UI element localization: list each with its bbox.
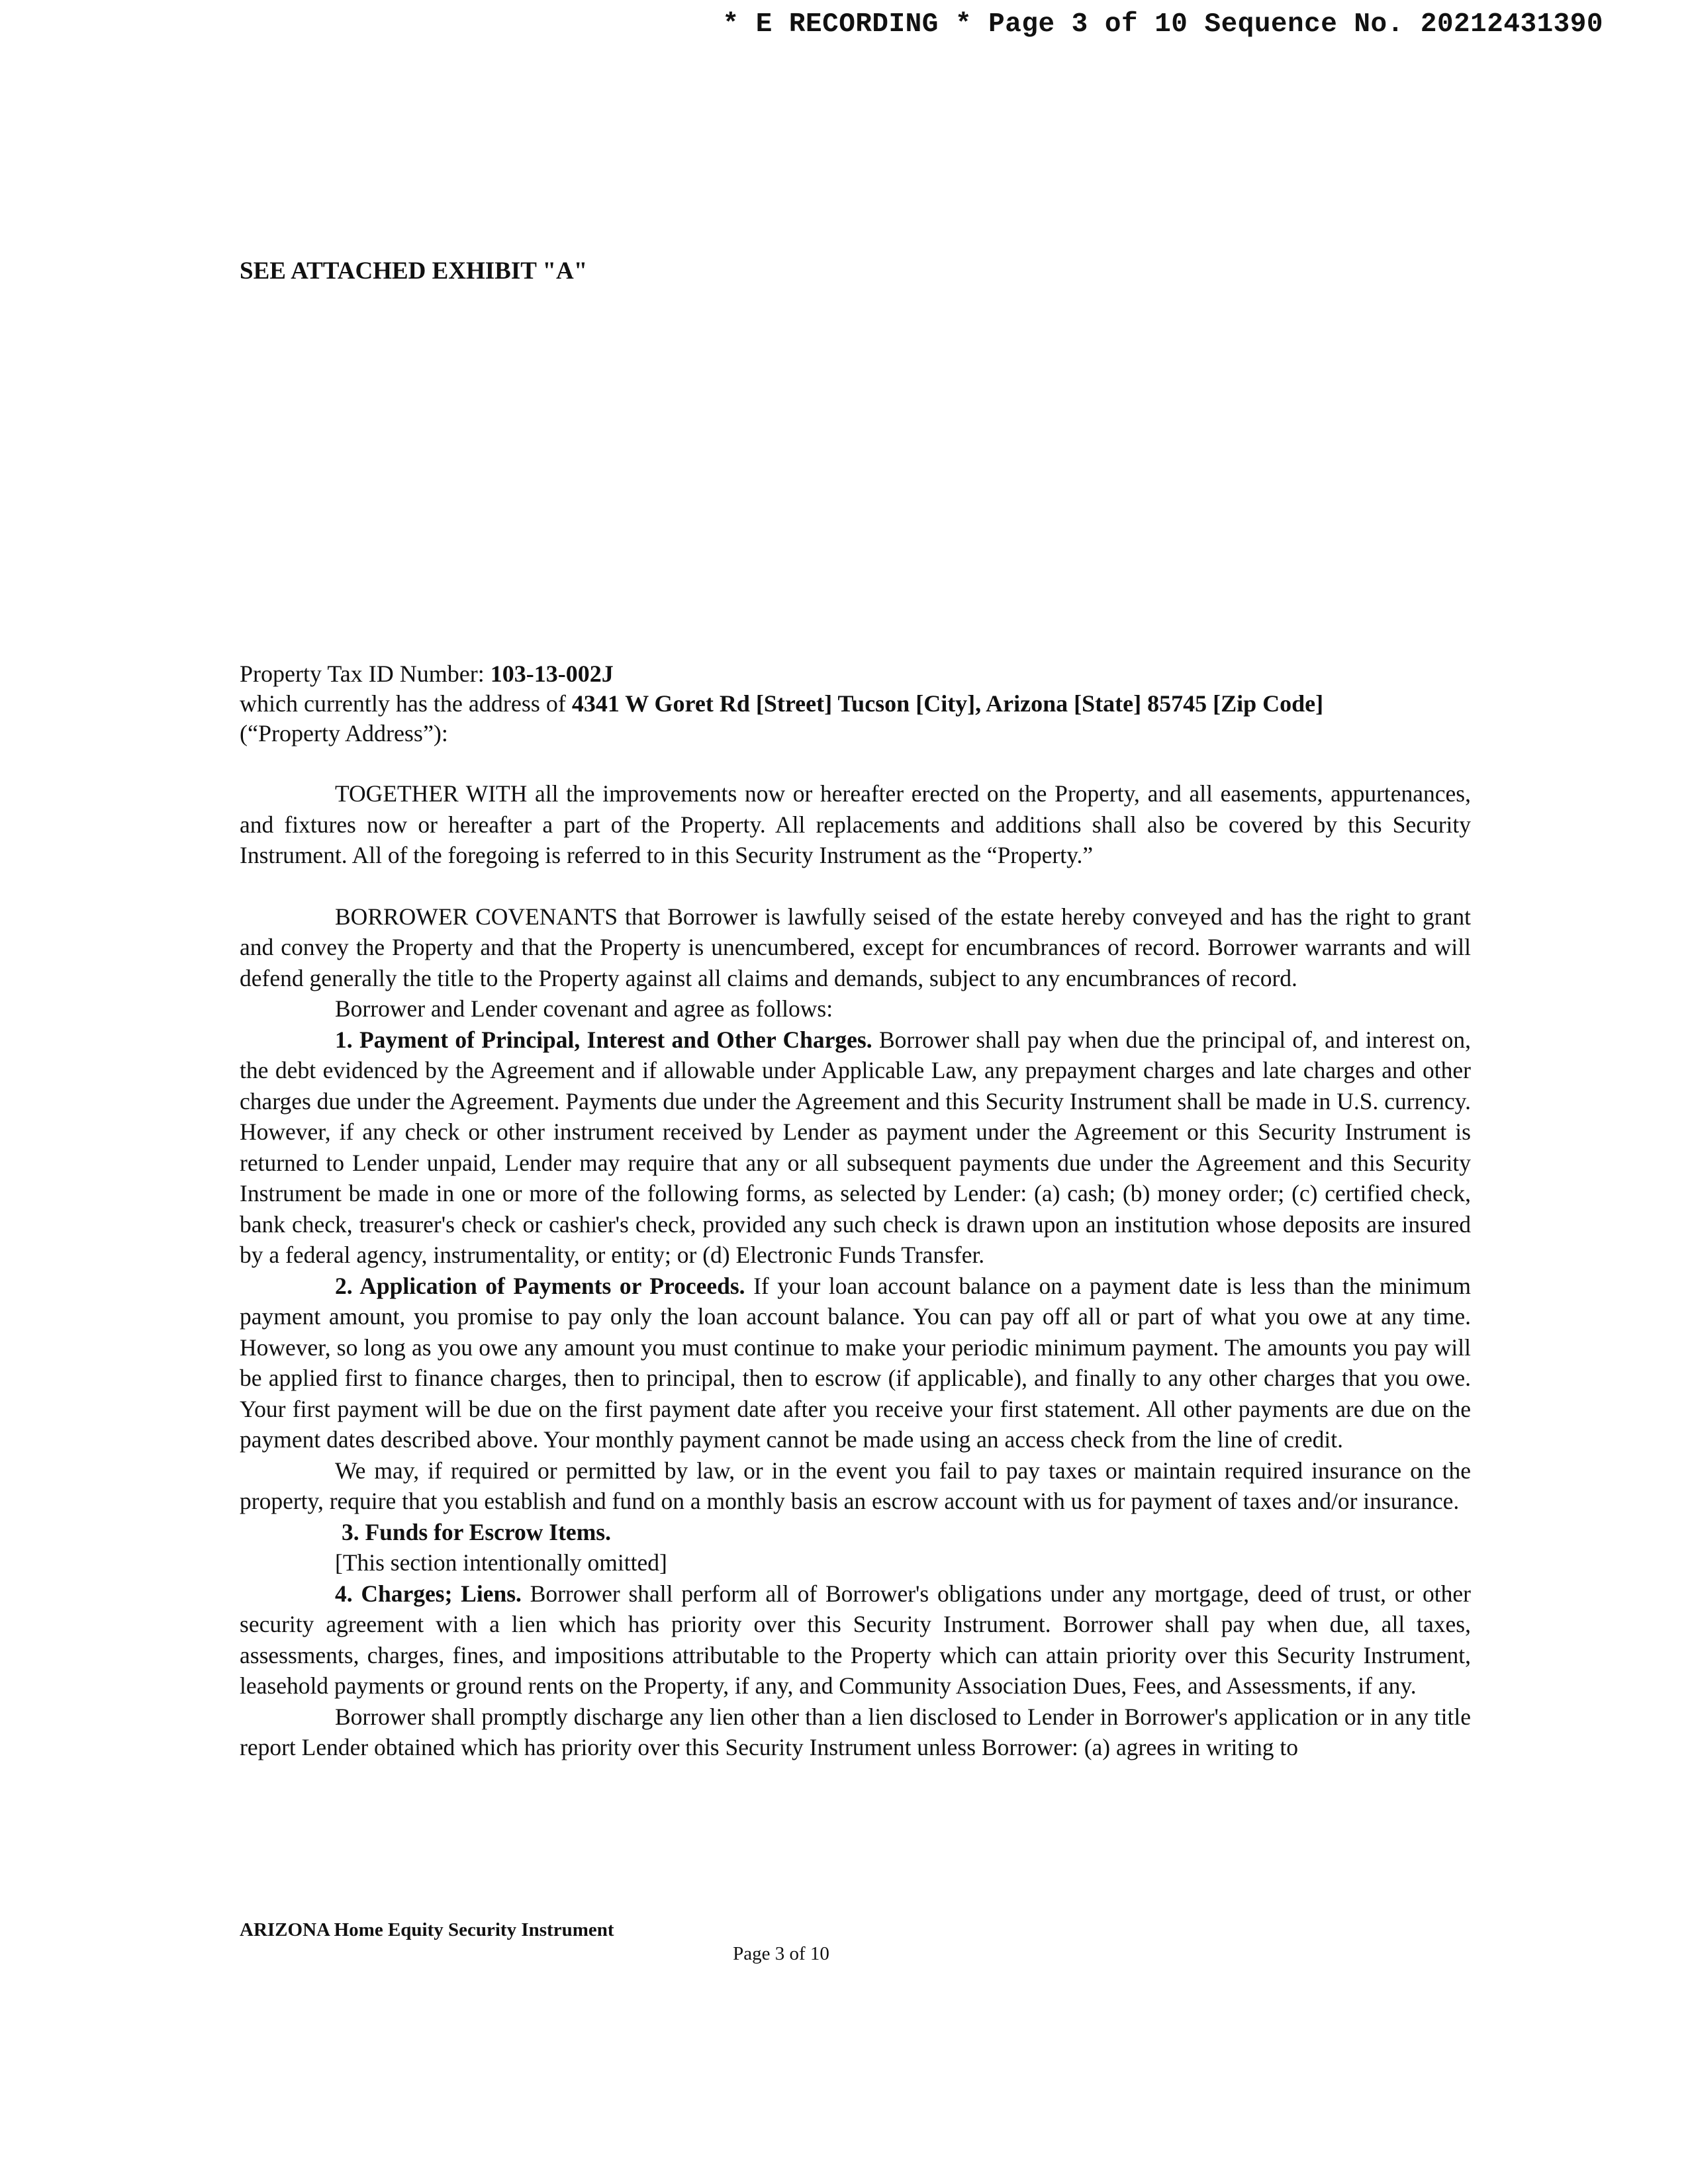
section-2-title: 2. Application of Payments or Proceeds. [335, 1272, 745, 1299]
section-2-paragraph [240, 1271, 1471, 1455]
escrow-paragraph: We may, if required or permitted by law, or in the event you fail to pay taxes or maintain required insurance on the property, require that you establish and fund on a monthly basis an escrow account with us for payment of taxes and/or insurance. [240, 1457, 1471, 1514]
section-3-body: [This section intentionally omitted] [335, 1549, 667, 1576]
section-4-paragraph [240, 1578, 1471, 1702]
section-1-body: Borrower shall pay when due the principal of, and interest on, the debt evidenced by the Agreement and if allowable under Applicable Law, any prepayment charges and late charges and other charges due under the Agreement. Payments due under the Agreement and this Security Instrument shall be made in U.S. currency. However, if any check or other instrument received by Lender as payment under the Agreement or this Security Instrument is returned to Lender unpaid, Lender may require that any or all subsequent payments due under the Agreement and this Security Instrument be made in one or more of the following forms, as selected by Lender: (a) cash; (b) money order; (c) certified check, bank check, treasurer's check or cashier's check, provided any such check is drawn upon an institution whose deposits are insured by a federal agency, instrumentality, or entity; or (d) Electronic Funds Transfer. [240, 1026, 1471, 1268]
section-3-title: 3. Funds for Escrow Items. [342, 1518, 611, 1545]
section-4-body: Borrower shall perform all of Borrower's obligations under any mortgage, deed of trust, or other security agreement with a lien which has priority over this Security Instrument. Borrower shall pay when due, all taxes, assessments, charges, fines, and impositions attributable to the Property which can attain priority over this Security Instrument, leasehold payments or ground rents on the Property, if any, and Community Association Dues, Fees, and Assessments, if any. [240, 1580, 1471, 1699]
section-1-paragraph [240, 1024, 1471, 1271]
borrower-covenants-paragraph: BORROWER COVENANTS that Borrower is lawfully seised of the estate hereby conveyed and has the right to grant and convey the Property and that the Property is unencumbered, except for encumbrances of record. Borrower warrants and will defend generally the title to the Property against all claims and demands, subject to any encumbrances of record. [240, 903, 1471, 991]
property-info-block [240, 659, 1471, 749]
section-1-title: 1. Payment of Principal, Interest and Other Charges. [335, 1026, 872, 1053]
exhibit-reference: SEE ATTACHED EXHIBIT "A" [240, 257, 588, 285]
tax-id-value: 103-13-002J [490, 660, 614, 687]
address-suffix: (“Property Address”): [240, 720, 448, 747]
recording-header: * E RECORDING * Page 3 of 10 Sequence No. 20212431390 [722, 9, 1603, 40]
tax-id-line [240, 659, 1471, 689]
tax-id-label: Property Tax ID Number: [240, 660, 491, 687]
footer-form-title: ARIZONA Home Equity Security Instrument [240, 1919, 614, 1940]
address-prefix: which currently has the address of [240, 690, 572, 717]
section-2-body: If your loan account balance on a payment date is less than the minimum payment amount, you promise to pay only the loan account balance. You can pay off all or part of what you owe at any time. However, so long as you owe any amount you must continue to make your periodic minimum payment. The amounts you pay will be applied first to finance charges, then to principal, then to escrow (if applicable), and finally to any other charges that you owe. Your first payment will be due on the first payment date after you receive your first statement. All other payments are due on the payment dates described above. Your monthly payment cannot be made using an access check from the line of credit. [240, 1272, 1471, 1453]
section-3-title-line [240, 1517, 1471, 1548]
address-value: 4341 W Goret Rd [Street] Tucson [City], Arizona [State] 85745 [Zip Code] [571, 690, 1324, 717]
address-line [240, 689, 1471, 719]
document-body [240, 778, 1471, 1763]
discharge-paragraph: Borrower shall promptly discharge any lien other than a lien disclosed to Lender in Borrower's application or in any title report Lender obtained which has priority over this Security Instrument unless Borrower: (a) agrees in writing to [240, 1703, 1471, 1760]
footer-page-number: Page 3 of 10 [733, 1943, 829, 1964]
together-with-paragraph: TOGETHER WITH all the improvements now or hereafter erected on the Property, and all easements, appurtenances, and fixtures now or hereafter a part of the Property. All replacements and additions shall also be covered by this Security Instrument. All of the foregoing is referred to in this Security Instrument as the “Property.” [240, 780, 1471, 868]
covenant-agree-line: Borrower and Lender covenant and agree as follows: [335, 995, 833, 1022]
section-4-title: 4. Charges; Liens. [335, 1580, 522, 1607]
